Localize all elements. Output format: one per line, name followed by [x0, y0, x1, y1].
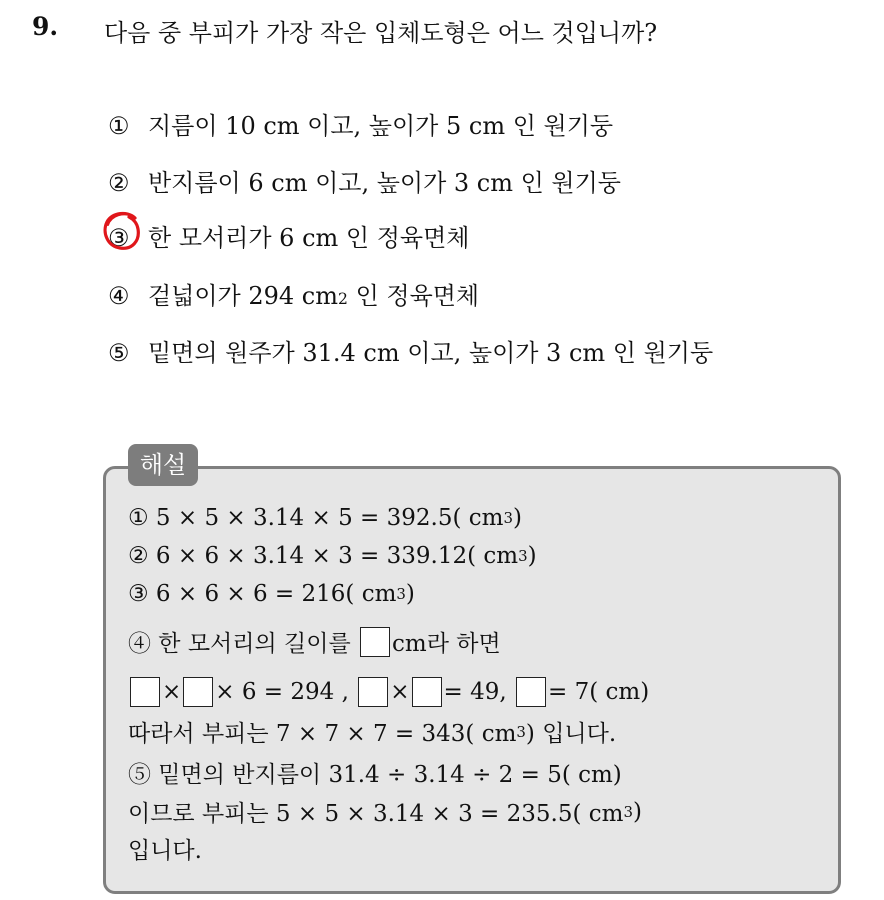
- superscript: 3: [396, 585, 406, 603]
- solution-text: 이므로 부피는 5 × 5 × 3.14 × 3 = 235.5( cm: [128, 801, 624, 827]
- choice-text: 겉넓이가 294 cm: [148, 282, 339, 310]
- equation-part: = 7( cm): [548, 679, 650, 705]
- choice-1[interactable]: [108, 106, 613, 141]
- solution-line-8: [128, 795, 642, 828]
- blank-box: [130, 677, 160, 707]
- blank-box: [516, 677, 546, 707]
- superscript: 3: [518, 547, 528, 565]
- choice-mark: ①: [108, 112, 130, 140]
- solution-text: ④ 한 모서리의 길이를: [128, 631, 358, 657]
- solution-text-end: ) 입니다.: [525, 721, 617, 747]
- choice-text: 지름이 10 cm 이고, 높이가 5 cm 인 원기둥: [148, 112, 614, 140]
- choice-mark: ②: [108, 169, 130, 197]
- times-sign: ×: [162, 679, 182, 705]
- superscript: 3: [623, 802, 633, 821]
- blank-box: [358, 677, 388, 707]
- solution-text-end: ): [512, 505, 522, 531]
- solution-line-1: [128, 505, 522, 531]
- times-sign: ×: [390, 679, 410, 705]
- choice-4[interactable]: [108, 276, 479, 311]
- choice-mark: ⑤: [108, 339, 130, 367]
- solution-line-5: [128, 677, 649, 707]
- blank-box: [360, 627, 390, 657]
- solution-text: 따라서 부피는 7 × 7 × 7 = 343( cm: [128, 721, 517, 747]
- choice-text: 한 모서리가 6 cm 인 정육면체: [148, 224, 470, 252]
- choice-mark: ③: [108, 224, 130, 252]
- solution-text: 입니다.: [128, 838, 202, 864]
- choice-5[interactable]: [108, 333, 713, 368]
- answer-circle-annotation: [102, 210, 144, 252]
- choice-2[interactable]: [108, 163, 621, 198]
- solution-text: ③ 6 × 6 × 6 = 216( cm: [128, 581, 397, 607]
- equation-part: × 6 = 294 ,: [215, 679, 357, 705]
- blank-box: [183, 677, 213, 707]
- blank-box: [412, 677, 442, 707]
- solution-text: ① 5 × 5 × 3.14 × 5 = 392.5( cm: [128, 505, 504, 531]
- choice-3[interactable]: [108, 218, 469, 253]
- solution-line-3: [128, 581, 415, 607]
- choice-text-after: 인 정육면체: [347, 282, 480, 310]
- superscript: 3: [503, 509, 513, 527]
- question-text: 다음 중 부피가 가장 작은 입체도형은 어느 것입니까?: [104, 19, 658, 47]
- solution-line-2: [128, 543, 537, 569]
- solution-text-end: cm라 하면: [392, 631, 501, 657]
- choice-text-sup: 2: [338, 290, 348, 308]
- solution-tag: 해설: [128, 444, 198, 486]
- solution-text: ⑤ 밑면의 반지름이 31.4 ÷ 3.14 ÷ 2 = 5( cm): [128, 762, 622, 788]
- solution-text-end: ): [632, 798, 642, 825]
- choice-mark: ④: [108, 282, 130, 310]
- question-number: 9.: [32, 12, 59, 41]
- solution-line-7: [128, 756, 622, 789]
- solution-line-6: [128, 715, 616, 748]
- solution-text: ② 6 × 6 × 3.14 × 3 = 339.12( cm: [128, 543, 519, 569]
- solution-line-4: [128, 625, 501, 658]
- solution-text-end: ): [527, 543, 537, 569]
- equation-part: = 49,: [443, 679, 514, 705]
- superscript: 3: [516, 722, 526, 741]
- solution-line-9: [128, 832, 202, 865]
- solution-text-end: ): [405, 581, 415, 607]
- choice-text: 밑면의 원주가 31.4 cm 이고, 높이가 3 cm 인 원기둥: [148, 339, 714, 367]
- choice-text: 반지름이 6 cm 이고, 높이가 3 cm 인 원기둥: [148, 169, 621, 197]
